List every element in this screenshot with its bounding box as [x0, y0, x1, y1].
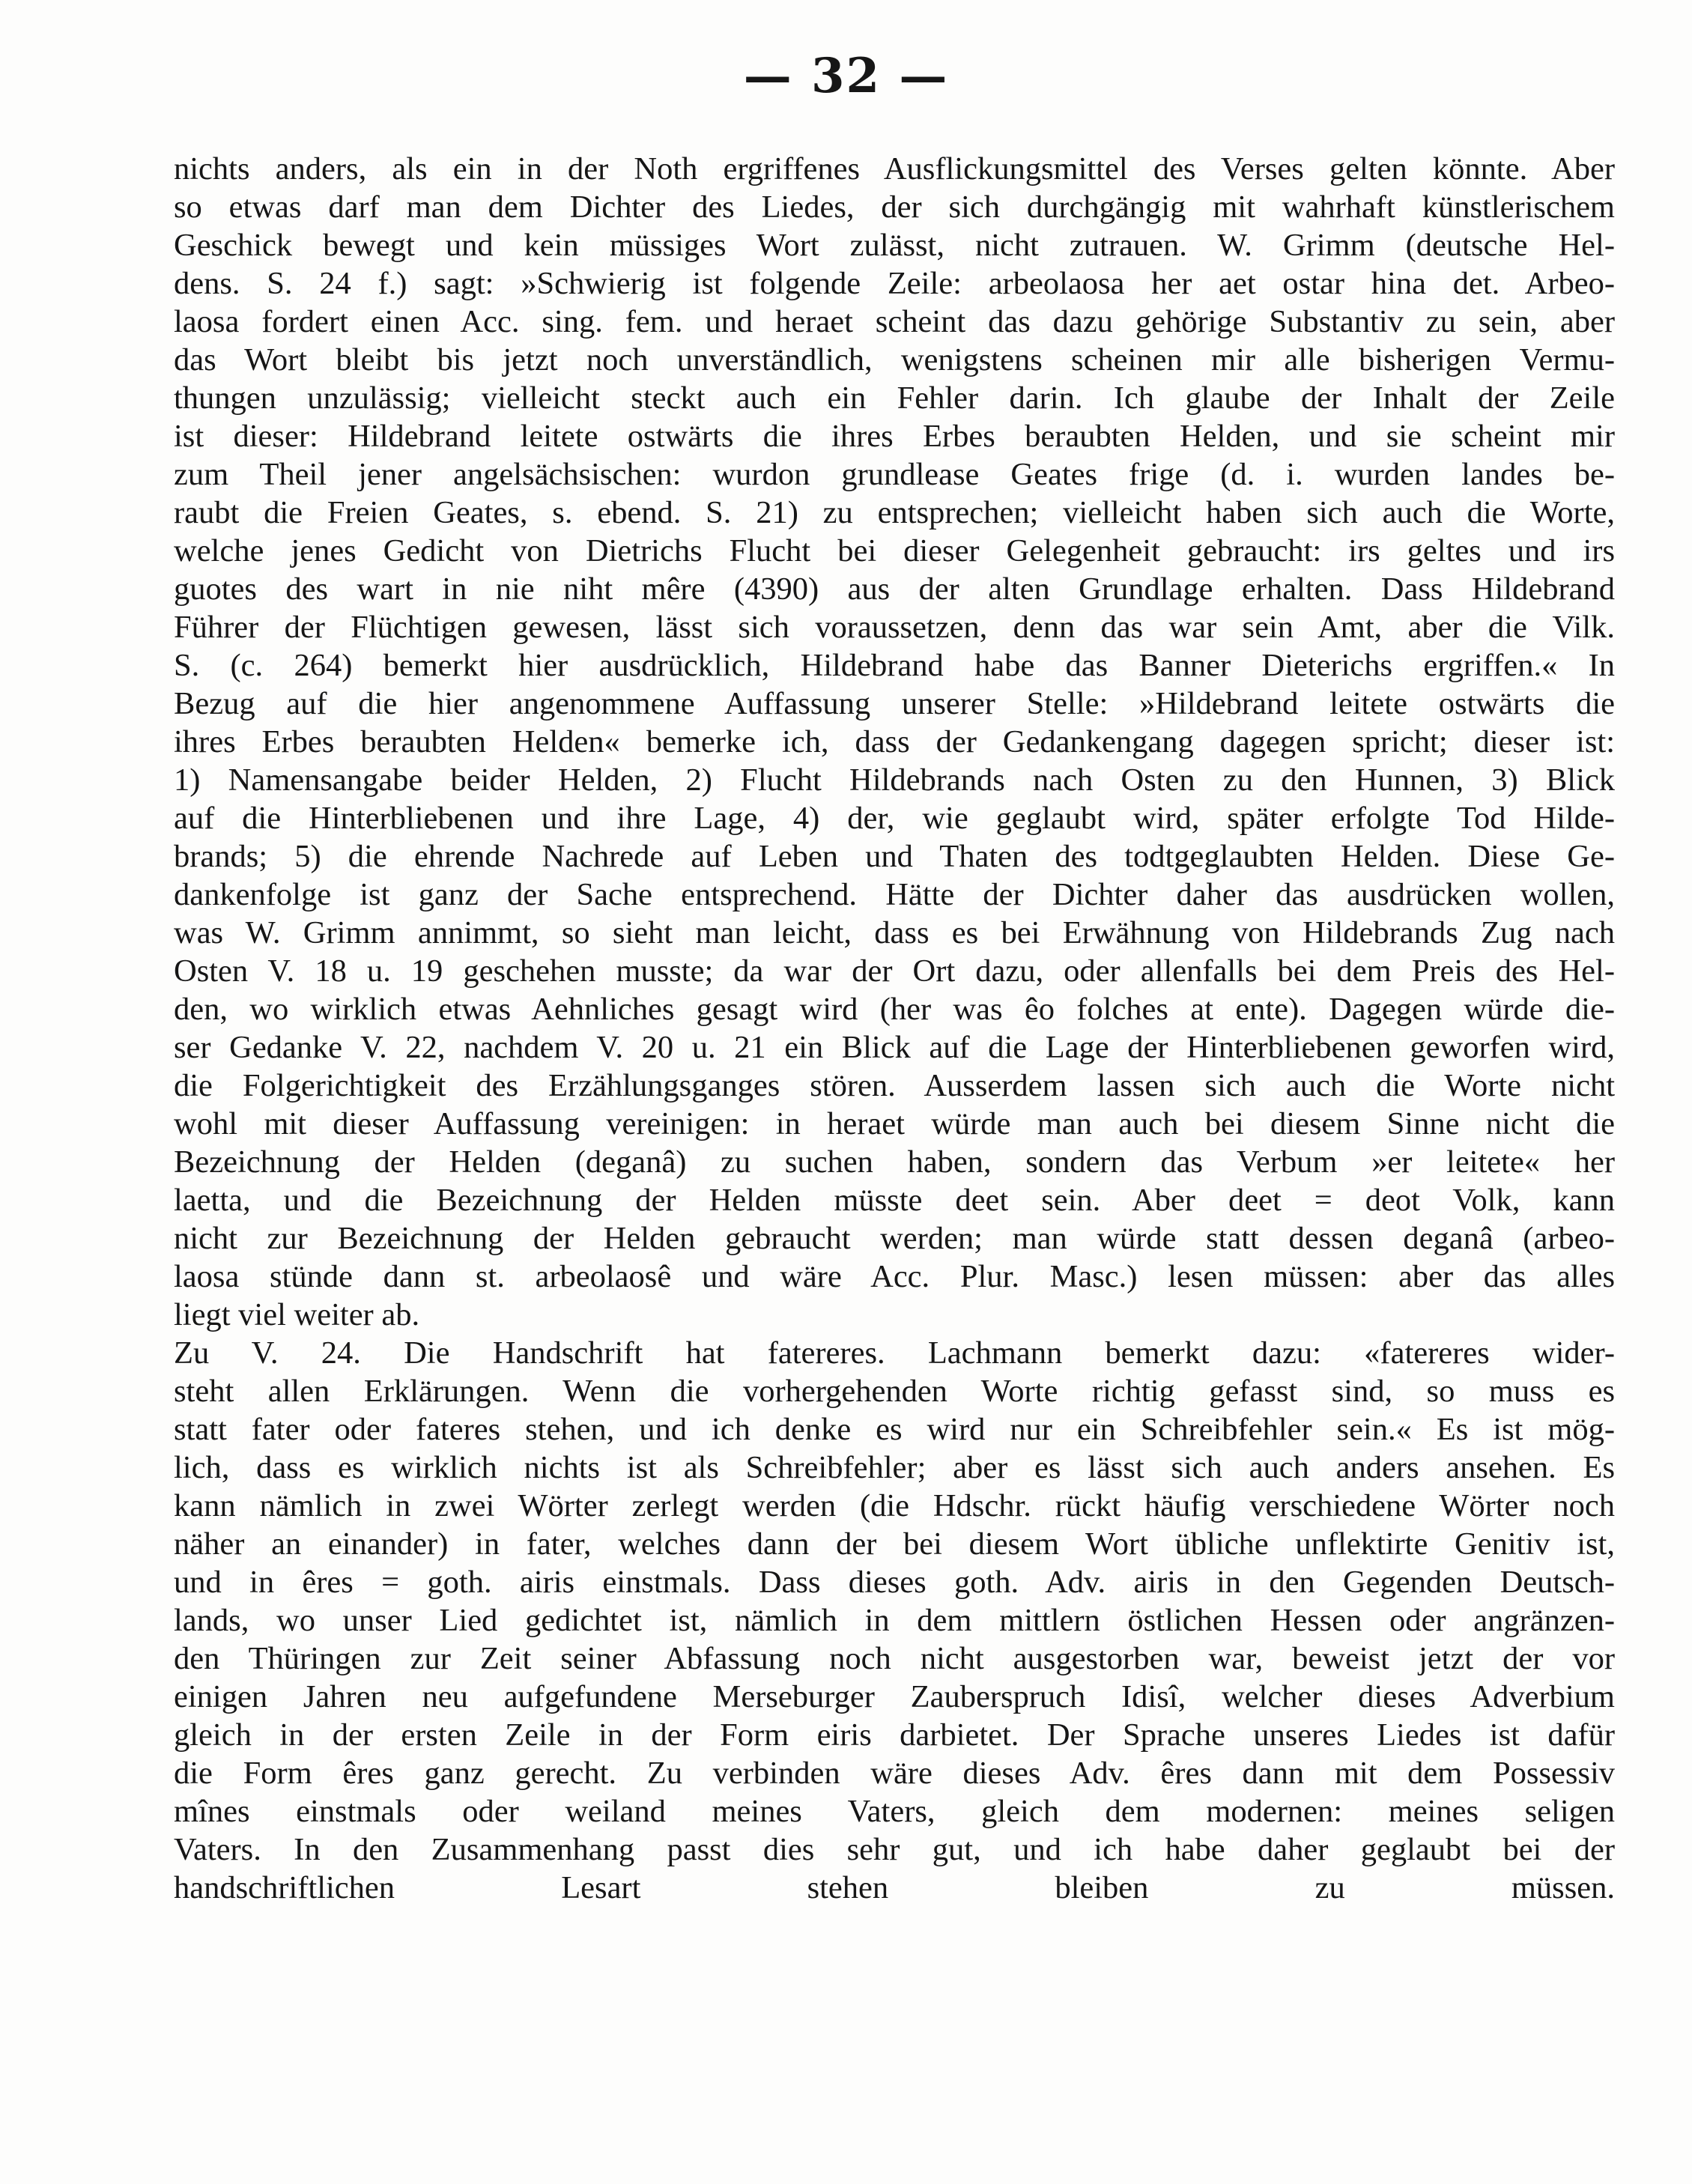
text-line: ihres Erbes beraubten Helden« bemerke ich, dass der Gedankengang dagegen spricht; dieser ist:: [174, 724, 1615, 759]
body-text: [174, 150, 1615, 1907]
text-line: laosa fordert einen Acc. sing. fem. und heraet scheint das dazu gehörige Substantiv zu sein, aber: [174, 304, 1615, 339]
text-line: nichts anders, als ein in der Noth ergriffenes Ausflickungsmittel des Verses gelten könnte. Aber: [174, 151, 1615, 186]
text-line: 1) Namensangabe beider Helden, 2) Flucht Hildebrands nach Osten zu den Hunnen, 3) Blick: [174, 762, 1615, 798]
text-line: steht allen Erklärungen. Wenn die vorhergehenden Worte richtig gefasst sind, so muss es: [174, 1374, 1615, 1409]
text-line: laosa stünde dann st. arbeolaosê und wäre Acc. Plur. Masc.) lesen müssen: aber das alles: [174, 1259, 1615, 1294]
text-line: Osten V. 18 u. 19 geschehen musste; da war der Ort dazu, oder allenfalls bei dem Preis des Hel-: [174, 953, 1615, 989]
text-line: dankenfolge ist ganz der Sache entsprechend. Hätte der Dichter daher das ausdrücken wollen,: [174, 877, 1615, 912]
text-line: guotes des wart in nie niht mêre (4390) aus der alten Grundlage erhalten. Dass Hildebrand: [174, 571, 1615, 607]
text-line: raubt die Freien Geates, s. ebend. S. 21) zu entsprechen; vielleicht haben sich auch die Worte,: [174, 495, 1615, 530]
text-line: so etwas darf man dem Dichter des Liedes, der sich durchgängig mit wahrhaft künstlerischem: [174, 189, 1615, 225]
text-line: welche jenes Gedicht von Dietrichs Flucht bei dieser Gelegenheit gebraucht: irs geltes und irs: [174, 533, 1615, 568]
text-line: auf die Hinterbliebenen und ihre Lage, 4) der, wie geglaubt wird, später erfolgte Tod Hilde-: [174, 801, 1615, 836]
text-line: lich, dass es wirklich nichts ist als Schreibfehler; aber es lässt sich auch anders ansehen. Es: [174, 1450, 1615, 1485]
text-line: gleich in der ersten Zeile in der Form eiris darbietet. Der Sprache unseres Liedes ist dafür: [174, 1717, 1615, 1753]
text-line: brands; 5) die ehrende Nachrede auf Leben und Thaten des todtgeglaubten Helden. Diese Ge-: [174, 839, 1615, 874]
text-line: die Folgerichtigkeit des Erzählungsganges stören. Ausserdem lassen sich auch die Worte nicht: [174, 1068, 1615, 1103]
text-line: näher an einander) in fater, welches dann der bei diesem Wort übliche unflektirte Genitiv ist,: [174, 1526, 1615, 1562]
text-line: thungen unzulässig; vielleicht steckt auch ein Fehler darin. Ich glaube der Inhalt der Zeile: [174, 380, 1615, 416]
text-line: handschriftlichen Lesart stehen bleiben zu müssen.: [174, 1870, 1615, 1905]
text-line: und in êres = goth. airis einstmals. Dass dieses goth. Adv. airis in den Gegenden Deutsch-: [174, 1565, 1615, 1600]
text-line: das Wort bleibt bis jetzt noch unverständlich, wenigstens scheinen mir alle bisherigen Vermu-: [174, 342, 1615, 377]
text-line: was W. Grimm annimmt, so sieht man leicht, dass es bei Erwähnung von Hildebrands Zug nach: [174, 915, 1615, 950]
text-line: liegt viel weiter ab.: [174, 1297, 420, 1332]
text-line: die Form êres ganz gerecht. Zu verbinden wäre dieses Adv. êres dann mit dem Possessiv: [174, 1756, 1615, 1791]
text-line: Bezeichnung der Helden (deganâ) zu suchen haben, sondern das Verbum »er leitete« her: [174, 1144, 1615, 1180]
text-line: nicht zur Bezeichnung der Helden gebraucht werden; man würde statt dessen deganâ (arbeo-: [174, 1221, 1615, 1256]
text-line: Vaters. In den Zusammenhang passt dies sehr gut, und ich habe daher geglaubt bei der: [174, 1832, 1615, 1867]
text-line: den, wo wirklich etwas Aehnliches gesagt wird (her was êo folches at ente). Dagegen würde die-: [174, 992, 1615, 1027]
text-line: Bezug auf die hier angenommene Auffassung unserer Stelle: »Hildebrand leitete ostwärts die: [174, 686, 1615, 721]
text-line: statt fater oder fateres stehen, und ich denke es wird nur ein Schreibfehler sein.« Es ist mög-: [174, 1412, 1615, 1447]
text-line: S. (c. 264) bemerkt hier ausdrücklich, Hildebrand habe das Banner Dieterichs ergriffen.« In: [174, 648, 1615, 683]
text-line: den Thüringen zur Zeit seiner Abfassung noch nicht ausgestorben war, beweist jetzt der vor: [174, 1641, 1615, 1676]
text-line: Zu V. 24. Die Handschrift hat fatereres. Lachmann bemerkt dazu: «fatereres wider-: [174, 1335, 1615, 1371]
text-line: dens. S. 24 f.) sagt: »Schwierig ist folgende Zeile: arbeolaosa her aet ostar hina det. Arbeo-: [174, 266, 1615, 301]
text-line: wohl mit dieser Auffassung vereinigen: in heraet würde man auch bei diesem Sinne nicht die: [174, 1106, 1615, 1141]
text-line: ser Gedanke V. 22, nachdem V. 20 u. 21 ein Blick auf die Lage der Hinterbliebenen geworfen wird,: [174, 1030, 1615, 1065]
text-line: Führer der Flüchtigen gewesen, lässt sich voraussetzen, denn das war sein Amt, aber die Vilk.: [174, 610, 1615, 645]
text-line: Geschick bewegt und kein müssiges Wort zulässt, nicht zutrauen. W. Grimm (deutsche Hel-: [174, 228, 1615, 263]
text-line: ist dieser: Hildebrand leitete ostwärts die ihres Erbes beraubten Helden, und sie scheint mir: [174, 419, 1615, 454]
page-number: — 32 —: [743, 48, 949, 104]
text-line: zum Theil jener angelsächsischen: wurdon grundlease Geates frige (d. i. wurden landes be-: [174, 457, 1615, 492]
text-line: einigen Jahren neu aufgefundene Merseburger Zauberspruch Idisî, welcher dieses Adverbium: [174, 1679, 1615, 1714]
text-line: lands, wo unser Lied gedichtet ist, nämlich in dem mittlern östlichen Hessen oder angränzen-: [174, 1603, 1615, 1638]
text-line: kann nämlich in zwei Wörter zerlegt werden (die Hdschr. rückt häufig verschiedene Wörter noch: [174, 1488, 1615, 1523]
text-line: mînes einstmals oder weiland meines Vaters, gleich dem modernen: meines seligen: [174, 1794, 1615, 1829]
text-line: laetta, und die Bezeichnung der Helden müsste deet sein. Aber deet = deot Volk, kann: [174, 1183, 1615, 1218]
